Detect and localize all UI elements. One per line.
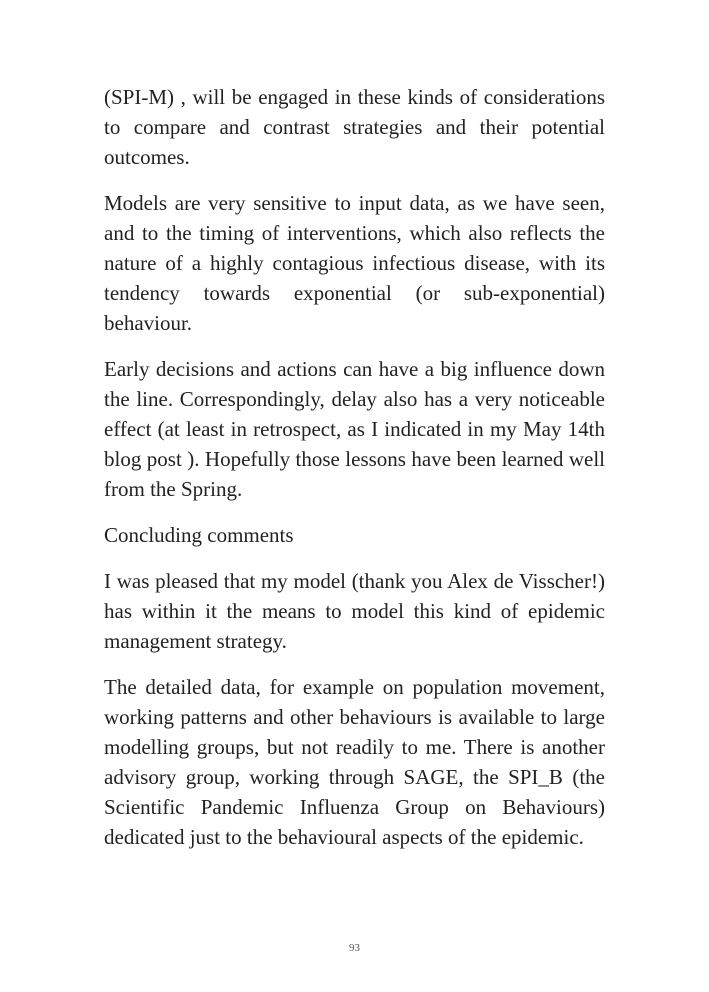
section-heading: Concluding comments xyxy=(104,523,294,547)
paragraph-early-decisions: Early decisions and actions can have a big influence down the line. Correspondingly, delay also has a very noticeable effect (at least in retrospect, as I indicated in my May 14th blog post ). Hopefully those lessons have been learned well from the Spring. xyxy=(104,357,605,501)
paragraph-model-pleased: I was pleased that my model (thank you Alex de Visscher!) has within it the means to model this kind of epidemic management strategy. xyxy=(104,569,605,653)
paragraph-spi-m: (SPI-M) , will be engaged in these kinds of considerations to compare and contrast strategies and their potential outcomes. xyxy=(104,85,605,169)
page-body xyxy=(104,82,605,868)
paragraph-detailed-data: The detailed data, for example on population movement, working patterns and other behaviours is available to large modelling groups, but not readily to me. There is another advisory group, working through SAGE, the SPI_B (the Scientific Pandemic Influenza Group on Behaviours) dedicated just to the behavioural aspects of the epidemic. xyxy=(104,675,605,849)
page-number: 93 xyxy=(349,942,360,954)
paragraph-models-sensitivity: Models are very sensitive to input data, as we have seen, and to the timing of interventions, which also reflects the nature of a highly contagious infectious disease, with its tendency towards exponential (or sub-exponential) behaviour. xyxy=(104,191,605,335)
